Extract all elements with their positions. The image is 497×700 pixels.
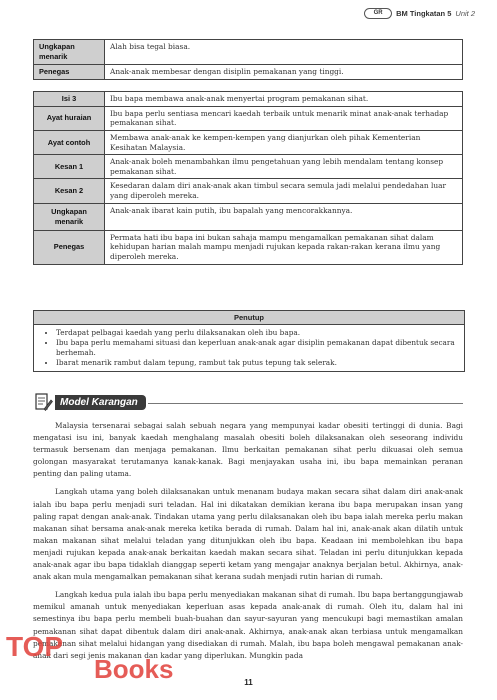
- row-text: Kesedaran dalam diri anak-anak akan timbul secara semula jadi melalui pendedahan luar yang diperoleh mereka.: [105, 179, 463, 203]
- row-label: Ayat huraian: [34, 106, 105, 130]
- essay-paragraph: Langkah utama yang boleh dilaksanakan untuk menanam budaya makan secara sihat dalam diri anak-anak ialah ibu bapa perlu menjadi suri teladan. Hal ini dikatakan demikian kerana ibu bapa merupakan insan yang paling rapat dengan anak-anak. Tindakan utama yang perlu dilaksanakan oleh ibu bapa ialah mereka perlu makan makanan sihat bersama anak-anak mereka ketika berada di rumah. Dalam hal ini, anak-anak akan dilatih untuk makan makanan sihat melalui teladan yang ditunjukkan oleh ibu bapa. Keadaan ini membolehkan ibu bapa menjadi rujukan kepada anak-anak berkaitan kaedah makan secara sihat. Teladan ini perlu ditunjukkan kepada anak-anak agar ibu bapa tidaklah dianggap seperti ketam yang mengajar anaknya berjalan betul. Akhirnya, anak-anak akan mula mengamalkan pemakanan sihat kerana sudah menjadi rutin harian di rumah.: [33, 487, 463, 582]
- row-text: Ibu bapa perlu sentiasa mencari kaedah terbaik untuk menarik minat anak-anak terhadap pemakanan sihat.: [105, 106, 463, 130]
- row-text: Permata hati ibu bapa ini bukan sahaja mampu mengamalkan pemakanan sihat dalam kehidupan harian malah mampu menjadi rujukan kepada rakan-rakan kerana ilmu yang diperoleh mereka.: [105, 230, 463, 264]
- book-title: BM Tingkatan 5: [396, 8, 452, 18]
- table-row: [34, 40, 463, 65]
- row-label: Kesan 2: [34, 179, 105, 203]
- row-label: Ayat contoh: [34, 130, 105, 154]
- table-row: [34, 130, 463, 154]
- penutup-list: [34, 325, 464, 371]
- row-label: Penegas: [34, 65, 105, 80]
- page-header: [364, 6, 475, 20]
- essay-paragraph: Malaysia tersenarai sebagai salah sebuah negara yang mempunyai kadar obesiti tertinggi di dunia. Bagi mengatasi isu ini, banyak kaedah menghalang masalah obesiti boleh dilaksanakan oleh seseorang individu termasuk bersenam dan menjaga pemakanan. Ilmu berkaitan pemakanan sihat perlu dikuasai oleh semua golongan masyarakat terutamanya kanak-kanak. Bagi menjayakan usaha ini, ibu bapa memainkan peranan penting dan paling utama.: [33, 421, 463, 479]
- table-row: [34, 106, 463, 130]
- row-text: Anak-anak membesar dengan disiplin pemakanan yang tinggi.: [105, 65, 463, 80]
- notepad-pen-icon: [33, 392, 53, 412]
- model-karangan-heading: [33, 392, 146, 412]
- row-text: Membawa anak-anak ke kempen-kempen yang dianjurkan oleh pihak Kementerian Kesihatan Malaysia.: [105, 130, 463, 154]
- top-table: [33, 39, 463, 80]
- list-item: • Terdapat pelbagai kaedah yang perlu dilaksanakan oleh ibu bapa.: [56, 328, 458, 338]
- row-label: Kesan 1: [34, 155, 105, 179]
- row-text: Anak-anak ibarat kain putih, ibu bapalah yang mencorakkannya.: [105, 203, 463, 230]
- divider: [148, 403, 463, 404]
- list-item: • Ibarat menarik rambut dalam tepung, rambut tak putus tepung tak selerak.: [56, 358, 458, 368]
- row-text: Alah bisa tegal biasa.: [105, 40, 463, 65]
- table-row: [34, 179, 463, 203]
- row-label: Ungkapan menarik: [34, 203, 105, 230]
- table-row: [34, 203, 463, 230]
- penutup-title: Penutup: [34, 311, 464, 325]
- isi3-table: [33, 91, 463, 265]
- page-number: 11: [244, 678, 253, 687]
- list-item: • Ibu bapa perlu memahami situasi dan keperluan anak-anak agar disiplin pemakanan dapat dibentuk secara berhemah.: [56, 338, 458, 358]
- penutup-box: [33, 310, 465, 372]
- publisher-logo: GR: [364, 8, 392, 19]
- row-label: Penegas: [34, 230, 105, 264]
- model-karangan-label: Model Karangan: [55, 395, 146, 410]
- essay-paragraph: Langkah kedua pula ialah ibu bapa perlu menyediakan makanan sihat di rumah. Ibu bapa bertanggungjawab memikul amanah untuk menyediakan keperluan asas kepada anak-anak di rumah. Oleh itu, dalam hal ini semestinya ibu bapa perlu membeli buah-buahan dan sayur-sayuran yang mencukupi bagi memastikan amalan pemakanan sihat dapat dibentuk dalam diri anak-anak. Akhirnya, anak-anak akan terbiasa untuk mengamalkan pemakanan sihat melalui hidangan yang disediakan di rumah. Malah, ibu bapa boleh mengawal pemakanan anak-anak dari segi jenis makanan dan kadar yang diperlukan. Mungkin pada: [33, 590, 463, 660]
- row-label: Ungkapan menarik: [34, 40, 105, 65]
- row-text: Ibu bapa membawa anak-anak menyertai program pemakanan sihat.: [105, 92, 463, 107]
- row-label: Isi 3: [34, 92, 105, 107]
- table-row: [34, 65, 463, 80]
- watermark-top: TOP: [6, 631, 64, 662]
- table-row: [34, 92, 463, 107]
- table-row: [34, 155, 463, 179]
- table-row: [34, 230, 463, 264]
- watermark-bottom: Books: [94, 654, 174, 683]
- topbooks-watermark: [2, 628, 207, 683]
- unit-label: Unit 2: [455, 8, 475, 18]
- row-text: Anak-anak boleh menambahkan ilmu pengetahuan yang lebih mendalam tentang konsep pemakanan sihat.: [105, 155, 463, 179]
